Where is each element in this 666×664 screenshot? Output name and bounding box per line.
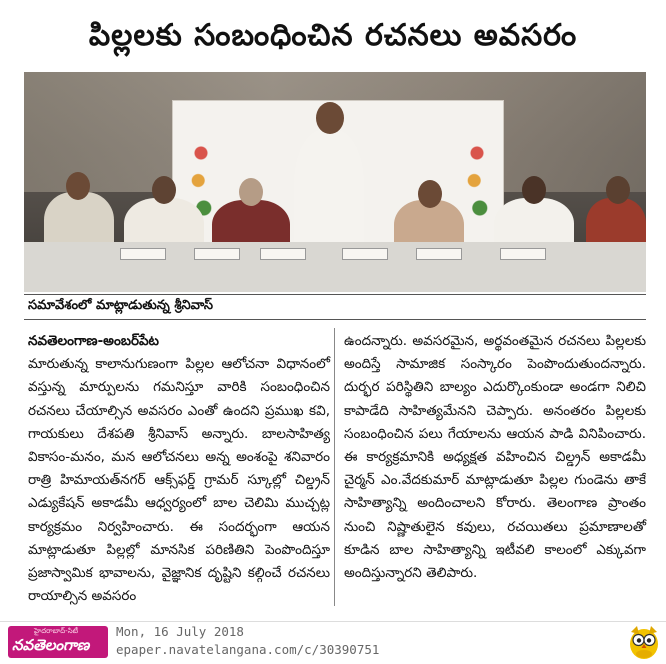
epaper-url[interactable]: epaper.navatelangana.com/c/30390751 [116, 642, 380, 657]
column-divider [334, 328, 335, 606]
navatelangana-logo[interactable] [8, 626, 108, 658]
photo-speaker-head [316, 102, 344, 134]
article-photo [24, 72, 646, 292]
photo-caption: సమావేశంలో మాట్లాడుతున్న శ్రీనివాస్ [28, 298, 213, 313]
photo-name-tag [120, 248, 166, 260]
article-headline: పిల్లలకు సంబంధించిన రచనలు అవసరం [88, 18, 578, 53]
photo-person-head [66, 172, 90, 200]
article-body-left: మారుతున్న కాలానుగుణంగా పిల్లల ఆలోచనా విధానంలో వస్తున్న మార్పులను గమనిస్తూ వారికి సంబంధించిన రచనలు చేయాల్సిన అవసరం ఎంతో ఉందని ప్రముఖ కవి, గాయకులు దేశపతి శ్రీనివాస్ అన్నారు. బాలసాహిత్య వికాసం-మనం, మన ఆలోచనలు అన్న అంశంపై శనివారం రాత్రి హిమాయత్‌నగర్ ఆక్స్‌ఫర్డ్ గ్రామర్ స్కూల్లో చిల్డ్రన్ ఎడ్యుకేషన్ అకాడమీ ఆధ్వర్యంలో బాల చెలిమి ముచ్చట్ల కార్యక్రమం నిర్వహించారు. ఈ సందర్భంగా ఆయన మాట్లాడుతూ పిల్లల్లో మానసిక పరిణితిని పెంపొందిస్తూ ప్రజాస్వామిక భావాలను, వైజ్ఞానిక దృష్టిని కల్గించే రచనలు రాయాల్సిన అవసరం [28, 356, 330, 605]
photo-person-head [152, 176, 176, 204]
photo-name-tag [416, 248, 462, 260]
article-column-right [344, 330, 646, 585]
epaper-footer [0, 621, 666, 664]
article-column-left [28, 330, 330, 608]
photo-person-head [239, 178, 263, 206]
edition-date: Mon, 16 July 2018 [116, 624, 244, 639]
photo-table [24, 242, 646, 292]
logo-edition: హైదరాబాద్-సిటీ [34, 627, 79, 635]
photo-person-head [418, 180, 442, 208]
article-dateline: నవతెలంగాణ-అంబర్‌పేట [28, 333, 159, 349]
photo-banner-flower [463, 131, 491, 241]
photo-name-tag [260, 248, 306, 260]
article-body-right: ఉందన్నారు. అవసరమైన, అర్థవంతమైన రచనలు పిల్లలకు అందిస్తే సామాజిక సంస్కారం పెంపొందుతుందన్నారు. దుర్భర పరిస్థితిని బాల్యం ఎదుర్కొంకుండా అండగా నిలిచి కాపాడేది సాహిత్యమేనని చెప్పారు. అనంతరం పిల్లలకు సంబంధించిన పలు గేయాలను ఆయన పాడి వినిపించారు. ఈ కార్యక్రమానికి అధ్యక్షత వహించిన చిల్డ్రన్ అకాడమీ చైర్మన్ ఎం.వేదకుమార్ మాట్లాడుతూ పిల్లల గుండెను తాకే సాహిత్యాన్ని అందించాలని కోరారు. తెలంగాణ ప్రాంతం నుంచి నిష్ణాతులైన కవులు, రచయితలు ప్రమాణాలతో కూడిన బాల సాహిత్యాన్ని ఇటీవలి కాలంలో ఎక్కువగా అందిస్తున్నారని తెలిపారు. [344, 333, 646, 582]
logo-name: నవతెలంగాణ [12, 636, 90, 654]
photo-name-tag [342, 248, 388, 260]
photo-caption-strip [24, 294, 646, 320]
owl-icon[interactable] [628, 624, 660, 660]
photo-name-tag [194, 248, 240, 260]
photo-name-tag [500, 248, 546, 260]
photo-person-head [522, 176, 546, 204]
photo-person-head [606, 176, 630, 204]
